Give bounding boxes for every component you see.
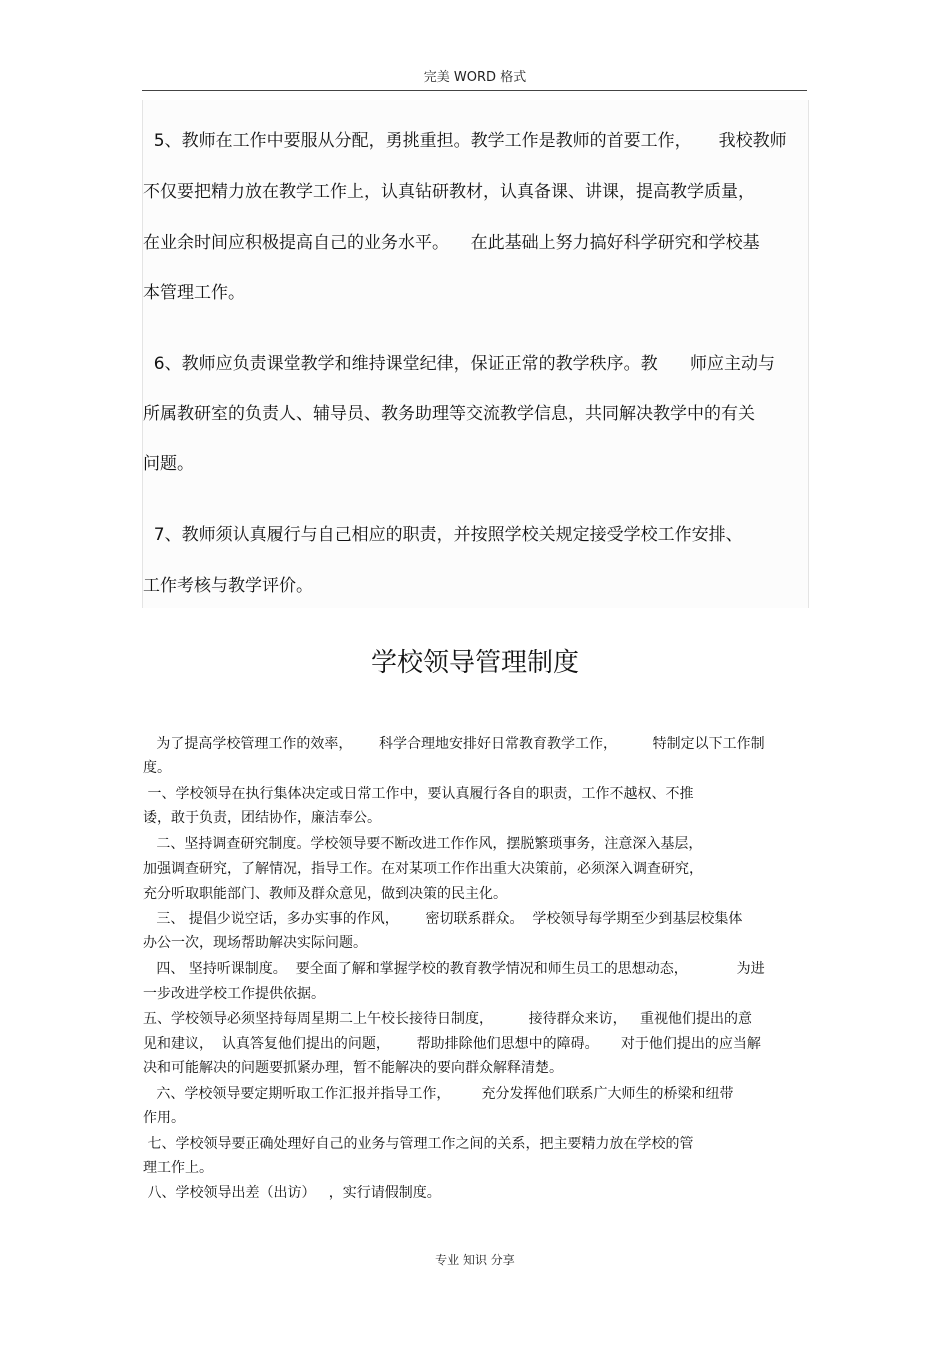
paragraph-line: 在业余时间应积极提高自己的业务水平。 在此基础上努力搞好科学研究和学校基 [143, 233, 760, 253]
regulation-line: 一步改进学校工作提供依据。 [143, 986, 325, 1002]
regulation-line: 八、学校领导出差（出访） ，实行请假制度。 [143, 1185, 441, 1201]
regulation-line: 办公一次，现场帮助解决实际问题。 [143, 935, 367, 951]
paragraph-line: 工作考核与教学评价。 [143, 576, 313, 596]
page-footer: 专业 知识 分享 [435, 1253, 515, 1267]
regulation-line: 作用。 [143, 1110, 185, 1126]
document-title: 学校领导管理制度 [370, 648, 579, 678]
paragraph-line: 6、教师应负责课堂教学和维持课堂纪律，保证正常的教学秩序。教 师应主动与 [143, 354, 776, 374]
regulation-line: 七、学校领导要正确处理好自己的业务与管理工作之间的关系，把主要精力放在学校的管 [143, 1136, 694, 1152]
regulation-line: 见和建议， 认真答复他们提出的问题， 帮助排除他们思想中的障碍。 对于他们提出的应当解 [143, 1036, 761, 1052]
regulation-line: 六、学校领导要定期听取工作汇报并指导工作， 充分发挥他们联系广大师生的桥梁和纽带 [143, 1086, 734, 1102]
regulation-line: 一、学校领导在执行集体决定或日常工作中，要认真履行各自的职责，工作不越权、不推 [143, 786, 694, 802]
regulation-line: 理工作上。 [143, 1160, 213, 1176]
header-divider [142, 90, 807, 91]
regulation-line: 三、 提倡少说空话，多办实事的作风， 密切联系群众。 学校领导每学期至少到基层校集体 [143, 911, 743, 927]
paragraph-line: 5、教师在工作中要服从分配，勇挑重担。教学工作是教师的首要工作， 我校教师 [143, 131, 787, 151]
regulation-line: 诿，敢于负责，团结协作，廉洁奉公。 [143, 810, 381, 826]
page-header: 完美 WORD 格式 [423, 70, 527, 85]
paragraph-line: 问题。 [143, 454, 194, 474]
regulation-line: 为了提高学校管理工作的效率， 科学合理地安排好日常教育教学工作， 特制定以下工作制 [143, 736, 765, 752]
paragraph-line: 本管理工作。 [143, 283, 245, 303]
regulation-line: 二、坚持调查研究制度。学校领导要不断改进工作作风，摆脱繁琐事务，注意深入基层， [143, 836, 703, 852]
regulation-line: 充分听取职能部门、教师及群众意见，做到决策的民主化。 [143, 886, 507, 902]
regulation-line: 度。 [143, 760, 171, 776]
regulation-line: 四、 坚持听课制度。 要全面了解和掌握学校的教育教学情况和师生员工的思想动态， 为进 [143, 961, 765, 977]
regulation-line: 五、学校领导必须坚持每周星期二上午校长接待日制度， 接待群众来访， 重视他们提出的意 [143, 1011, 752, 1027]
paragraph-line: 不仅要把精力放在教学工作上，认真钻研教材，认真备课、讲课，提高教学质量， [143, 182, 755, 202]
paragraph-line: 7、教师须认真履行与自己相应的职责，并按照学校关规定接受学校工作安排、 [143, 525, 743, 545]
regulation-line: 加强调查研究，了解情况，指导工作。在对某项工作作出重大决策前，必须深入调查研究， [143, 861, 703, 877]
regulation-line: 决和可能解决的问题要抓紧办理，暂不能解决的要向群众解释清楚。 [143, 1060, 563, 1076]
paragraph-line: 所属教研室的负责人、辅导员、教务助理等交流教学信息，共同解决教学中的有关 [143, 404, 755, 424]
